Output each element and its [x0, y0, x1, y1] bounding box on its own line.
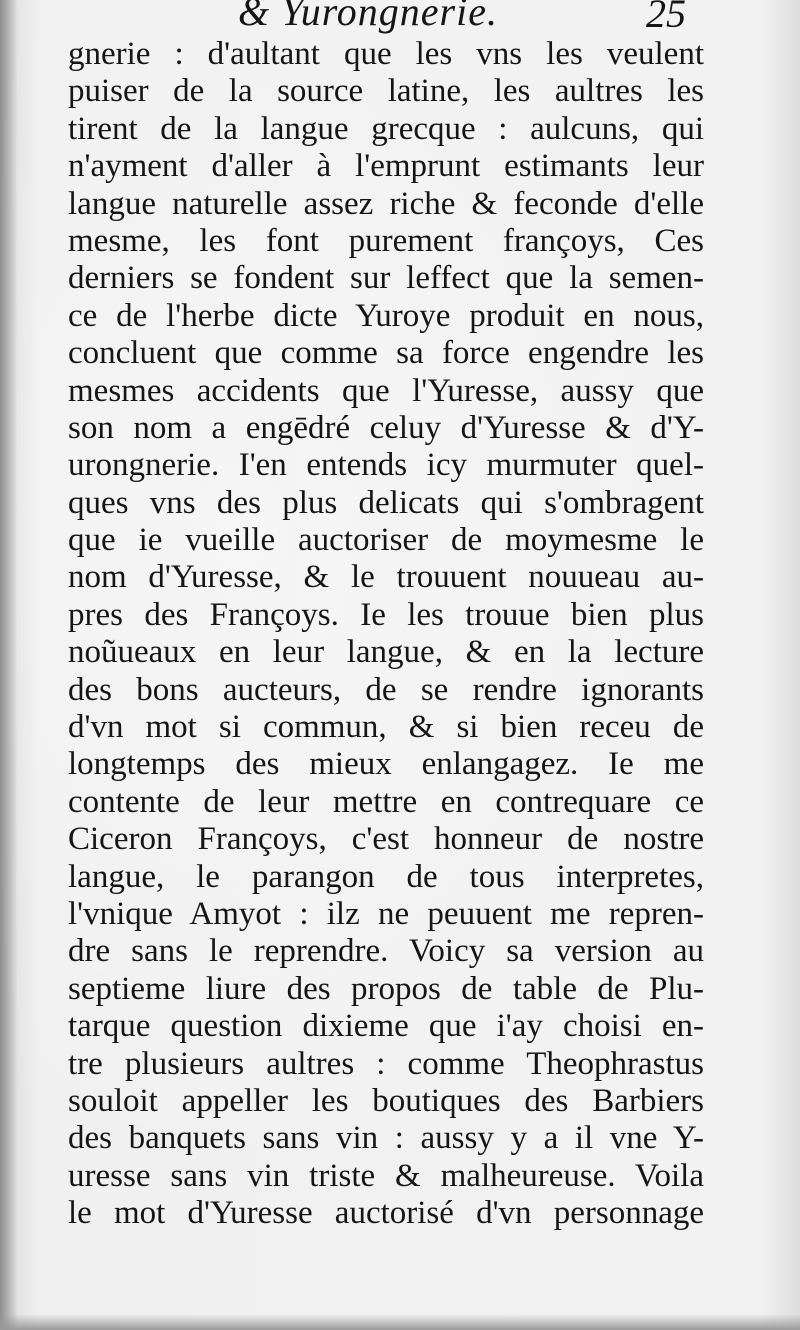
text-line: dre sans le reprendre. Voicy sa version au [68, 933, 704, 970]
text-line: n'ayment d'aller à l'emprunt estimants leur [68, 148, 704, 185]
text-line: ce de l'herbe dicte Yuroye produit en nous, [68, 297, 704, 334]
body-text [68, 36, 704, 1233]
text-line: souloit appeller les boutiques des Barbiers [68, 1082, 704, 1119]
text-line: ques vns des plus delicats qui s'ombragent [68, 484, 704, 521]
text-line: pres des Françoys. Ie les trouue bien plus [68, 596, 704, 633]
text-line: puiser de la source latine, les aultres les [68, 73, 704, 110]
running-title: & Yurongnerie. [238, 0, 498, 34]
text-line: tirent de la langue grecque : aulcuns, qui [68, 110, 704, 147]
page-gutter-shadow [0, 0, 18, 1330]
text-line: d'vn mot si commun, & si bien receu de [68, 709, 704, 746]
text-line: longtemps des mieux enlangagez. Ie me [68, 746, 704, 783]
text-line: des bons aucteurs, de se rendre ignorants [68, 671, 704, 708]
text-line: son nom a engēdré celuy d'Yuresse & d'Y- [68, 409, 704, 446]
text-line: mesmes accidents que l'Yuresse, aussy que [68, 372, 704, 409]
page-bottom-shadow [0, 1314, 800, 1330]
text-line: l'vnique Amyot : ilz ne peuuent me repren- [68, 895, 704, 932]
text-line: noũueaux en leur langue, & en la lecture [68, 634, 704, 671]
text-line: contente de leur mettre en contrequare ce [68, 783, 704, 820]
text-line: urongnerie. I'en entends icy murmuter quel- [68, 447, 704, 484]
page-number: 25 [646, 0, 686, 36]
text-line: gnerie : d'aultant que les vns les veulent [68, 36, 704, 72]
text-line: langue, le parangon de tous interpretes, [68, 858, 704, 895]
text-line: septieme liure des propos de table de Plu- [68, 970, 704, 1007]
text-line: uresse sans vin triste & malheureuse. Voila [68, 1157, 704, 1194]
text-line: langue naturelle assez riche & feconde d'elle [68, 185, 704, 222]
text-line: concluent que comme sa force engendre les [68, 335, 704, 372]
text-line: que ie vueille auctoriser de moymesme le [68, 522, 704, 559]
text-line: nom d'Yuresse, & le trouuent nouueau au- [68, 559, 704, 596]
text-line: derniers se fondent sur leffect que la semen- [68, 260, 704, 297]
text-line: Ciceron Françoys, c'est honneur de nostre [68, 821, 704, 858]
text-line: des banquets sans vin : aussy y a il vne Y- [68, 1120, 704, 1157]
text-line: tre plusieurs aultres : comme Theophrastus [68, 1045, 704, 1082]
text-line: mesme, les font purement françoys, Ces [68, 222, 704, 259]
text-line: tarque question dixieme que i'ay choisi en- [68, 1008, 704, 1045]
text-line: le mot d'Yuresse auctorisé d'vn personnage [68, 1195, 704, 1232]
